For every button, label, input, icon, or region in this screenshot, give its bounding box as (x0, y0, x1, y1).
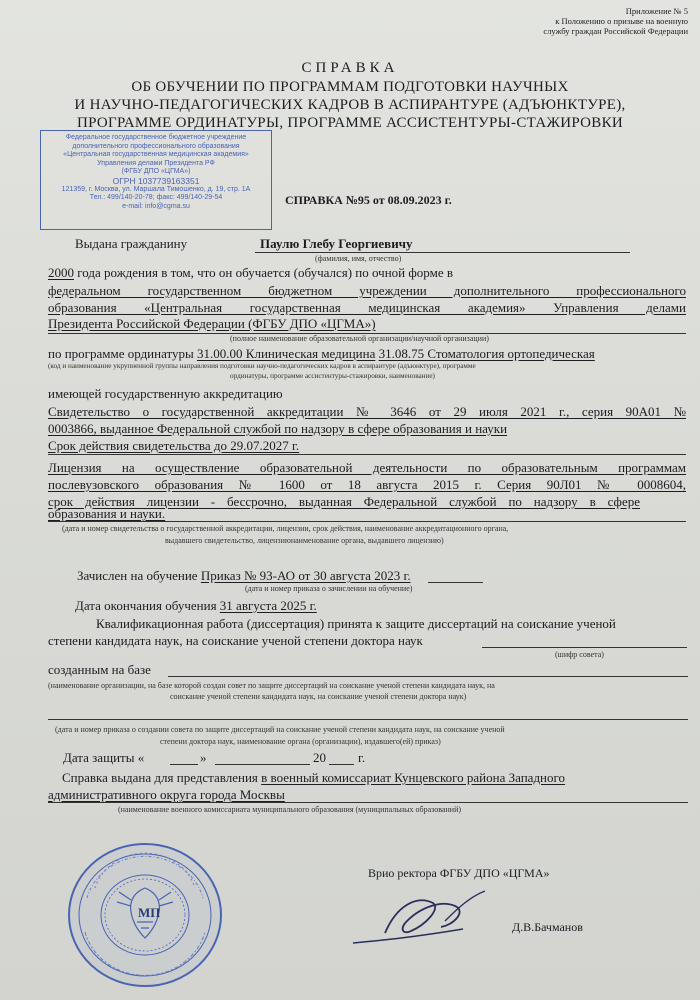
program-specialty: 31.08.75 Стоматология ортопедическая (378, 346, 595, 361)
qualification-line: степени кандидата наук, на соискание ученой степени доктора наук (48, 633, 423, 648)
underline (482, 647, 687, 648)
underline (428, 582, 483, 583)
stamp-line: Федеральное государственное бюджетное учреждение (65, 134, 247, 141)
enrolled-caption: (дата и номер приказа о зачислении на обучение) (245, 584, 413, 593)
end-date-label: Дата окончания обучения (75, 598, 217, 613)
enrolled-line (77, 568, 411, 584)
underline (48, 802, 688, 803)
stamp-ogrn: ОГРН 1037739163351 (112, 175, 200, 186)
accreditation-label: имеющей государственную аккредитацию (48, 386, 283, 401)
council-order-caption: (дата и номер приказа о создании совета по защите диссертаций на соискание ученой степени кандидата наук, на соискание ученой (55, 725, 505, 734)
org-line: федеральном государственном бюджетном учреждении дополнительного профессионального (48, 283, 686, 298)
license-line: срок действия лицензии - бессрочно, выданная Федеральной службой по надзору в сфере (48, 494, 640, 509)
organization-stamp (40, 130, 272, 230)
council-code-caption: (шифр совета) (555, 650, 604, 659)
defense-date-label: Дата защиты « (63, 750, 145, 765)
underline (215, 764, 310, 765)
org-caption: (полное наименование образовательной организации/научной организации) (230, 334, 489, 343)
underline (48, 454, 686, 455)
stamp-address: 121359, г. Москва, ул. Маршала Тимошенко, д. 19, стр. 1А (61, 185, 251, 193)
program-line (48, 346, 595, 362)
signatory-title: Врио ректора ФГБУ ДПО «ЦГМА» (368, 866, 550, 880)
appendix-note-line: Приложение № 5 (625, 6, 688, 16)
program-caption: (код и наименование укрупненной группы направления подготовки научно-педагогических кадров в аспирантуре (адъюнктуре), программе (48, 362, 476, 370)
program-label: по программе ординатуры (48, 346, 194, 361)
document-subtitle-line: ОБ ОБУЧЕНИИ ПО ПРОГРАММАМ ПОДГОТОВКИ НАУЧНЫХ (131, 79, 569, 95)
underline (48, 521, 686, 522)
license-line: послевузовского образования № 1600 от 18 августа 2015 г. Серия 90Л01 № 0008604, (48, 477, 686, 492)
issued-to-caption: (фамилия, имя, отчество) (315, 254, 402, 263)
underline (170, 764, 198, 765)
defense-date-suffix: г. (358, 750, 366, 765)
document-subtitle-line: И НАУЧНО-ПЕДАГОГИЧЕСКИХ КАДРОВ В АСПИРАНТУРЕ (АДЪЮНКТУРЕ), (74, 97, 626, 113)
org-line: Президента Российской Федерации (ФГБУ ДПО «ЦГМА») (48, 316, 376, 331)
created-on-caption: соискание ученой степени кандидата наук, на соискание ученой степени доктора наук) (170, 692, 467, 701)
enrolled-label: Зачислен на обучение (77, 568, 198, 583)
birth-line (48, 265, 453, 281)
accreditation-line: 0003866, выданное Федеральной службой по надзору в сфере образования и науки (48, 421, 508, 436)
end-date-value: 31 августа 2025 г. (219, 598, 317, 613)
program-group: 31.00.00 Клиническая медицина (197, 346, 376, 361)
qualification-line: Квалификационная работа (диссертация) принята к защите диссертаций на соискание ученой (96, 616, 616, 631)
created-on-caption: (наименование организации, на базе которой создан совет по защите диссертаций на соискание ученой степени кандидата наук, на (48, 681, 495, 690)
program-caption: ординатуры, программе ассистентуры-стажировки, наименование) (230, 372, 435, 380)
stamp-line: дополнительного профессионального образования (72, 142, 240, 150)
org-line: образования «Центральная государственная медицинская академия» Управления делами (48, 300, 686, 315)
license-line: Лицензия на осуществление образовательной деятельности по образовательным программам (48, 460, 686, 475)
issued-to-name: Паулю Глебу Георгиевичу (260, 236, 413, 251)
stamp-line: (ФГБУ ДПО «ЦГМА») (121, 168, 191, 176)
underline (329, 764, 354, 765)
accreditation-line: Срок действия свидетельства до 29.07.2027 г. (48, 438, 300, 453)
created-on-label: созданным на базе (48, 662, 151, 677)
appendix-note-line: к Положению о призыве на военную (555, 16, 688, 26)
issued-for-value-line2: административного округа города Москвы (48, 787, 285, 802)
end-date-line (75, 598, 317, 614)
accreditation-line: Свидетельство о государственной аккредитации № 3646 от 29 июля 2021 г., серия 90А01 № (48, 404, 686, 419)
stamp-email: e-mail: info@cgma.su (122, 202, 190, 210)
stamp-line: Управления делами Президента РФ (97, 159, 215, 167)
issued-to-label: Выдана гражданину (75, 236, 188, 251)
underline (48, 719, 688, 720)
accreditation-caption: (дата и номер свидетельства о государственной аккредитации, лицензии, срок действия, наименование аккредитационного органа, (62, 524, 509, 533)
document-title: СПРАВКА (301, 60, 399, 76)
document-subtitle-line: ПРОГРАММЕ ОРДИНАТУРЫ, ПРОГРАММЕ АССИСТЕНТУРЫ-СТАЖИРОВКИ (76, 115, 624, 131)
underline (255, 252, 630, 253)
appendix-note-line: службу граждан Российской Федерации (543, 26, 688, 36)
issued-for-value: в военный комиссариат Кунцевского района Западного (261, 770, 566, 785)
birth-text: года рождения в том, что он обучается (обучался) по очной форме в (77, 265, 453, 280)
issued-for-line (62, 770, 565, 786)
issued-for-label: Справка выдана для представления (62, 770, 258, 785)
reference-number: СПРАВКА №95 от 08.09.2023 г. (285, 193, 452, 207)
issued-for-caption: (наименование военного комиссариата муниципального образования (муниципальных образований) (118, 805, 462, 814)
defense-date-year: 20 (313, 750, 326, 765)
council-order-caption: степени доктора наук, наименование органа (организации), издавшего(ей) приказ) (160, 737, 441, 746)
underline (168, 676, 688, 677)
signature-icon (345, 885, 505, 955)
enrolled-order: Приказ № 93-АО от 30 августа 2023 г. (200, 568, 411, 583)
accreditation-caption: выдавшего свидетельство, лицензиюнаименование органа, выдавшего лицензию) (165, 536, 444, 545)
appendix-note (543, 6, 688, 36)
license-line: образования и науки. (48, 506, 166, 521)
stamp-phone: Тел.: 499/140-20-78; факс: 499/140-29-54 (89, 194, 223, 202)
defense-date-quote: » (200, 750, 207, 765)
seal-mark: МП (138, 905, 161, 920)
birth-year: 2000 (48, 265, 74, 280)
stamp-line: «Центральная государственная медицинская академия» (63, 151, 249, 159)
signatory-name: Д.В.Бачманов (512, 920, 583, 934)
